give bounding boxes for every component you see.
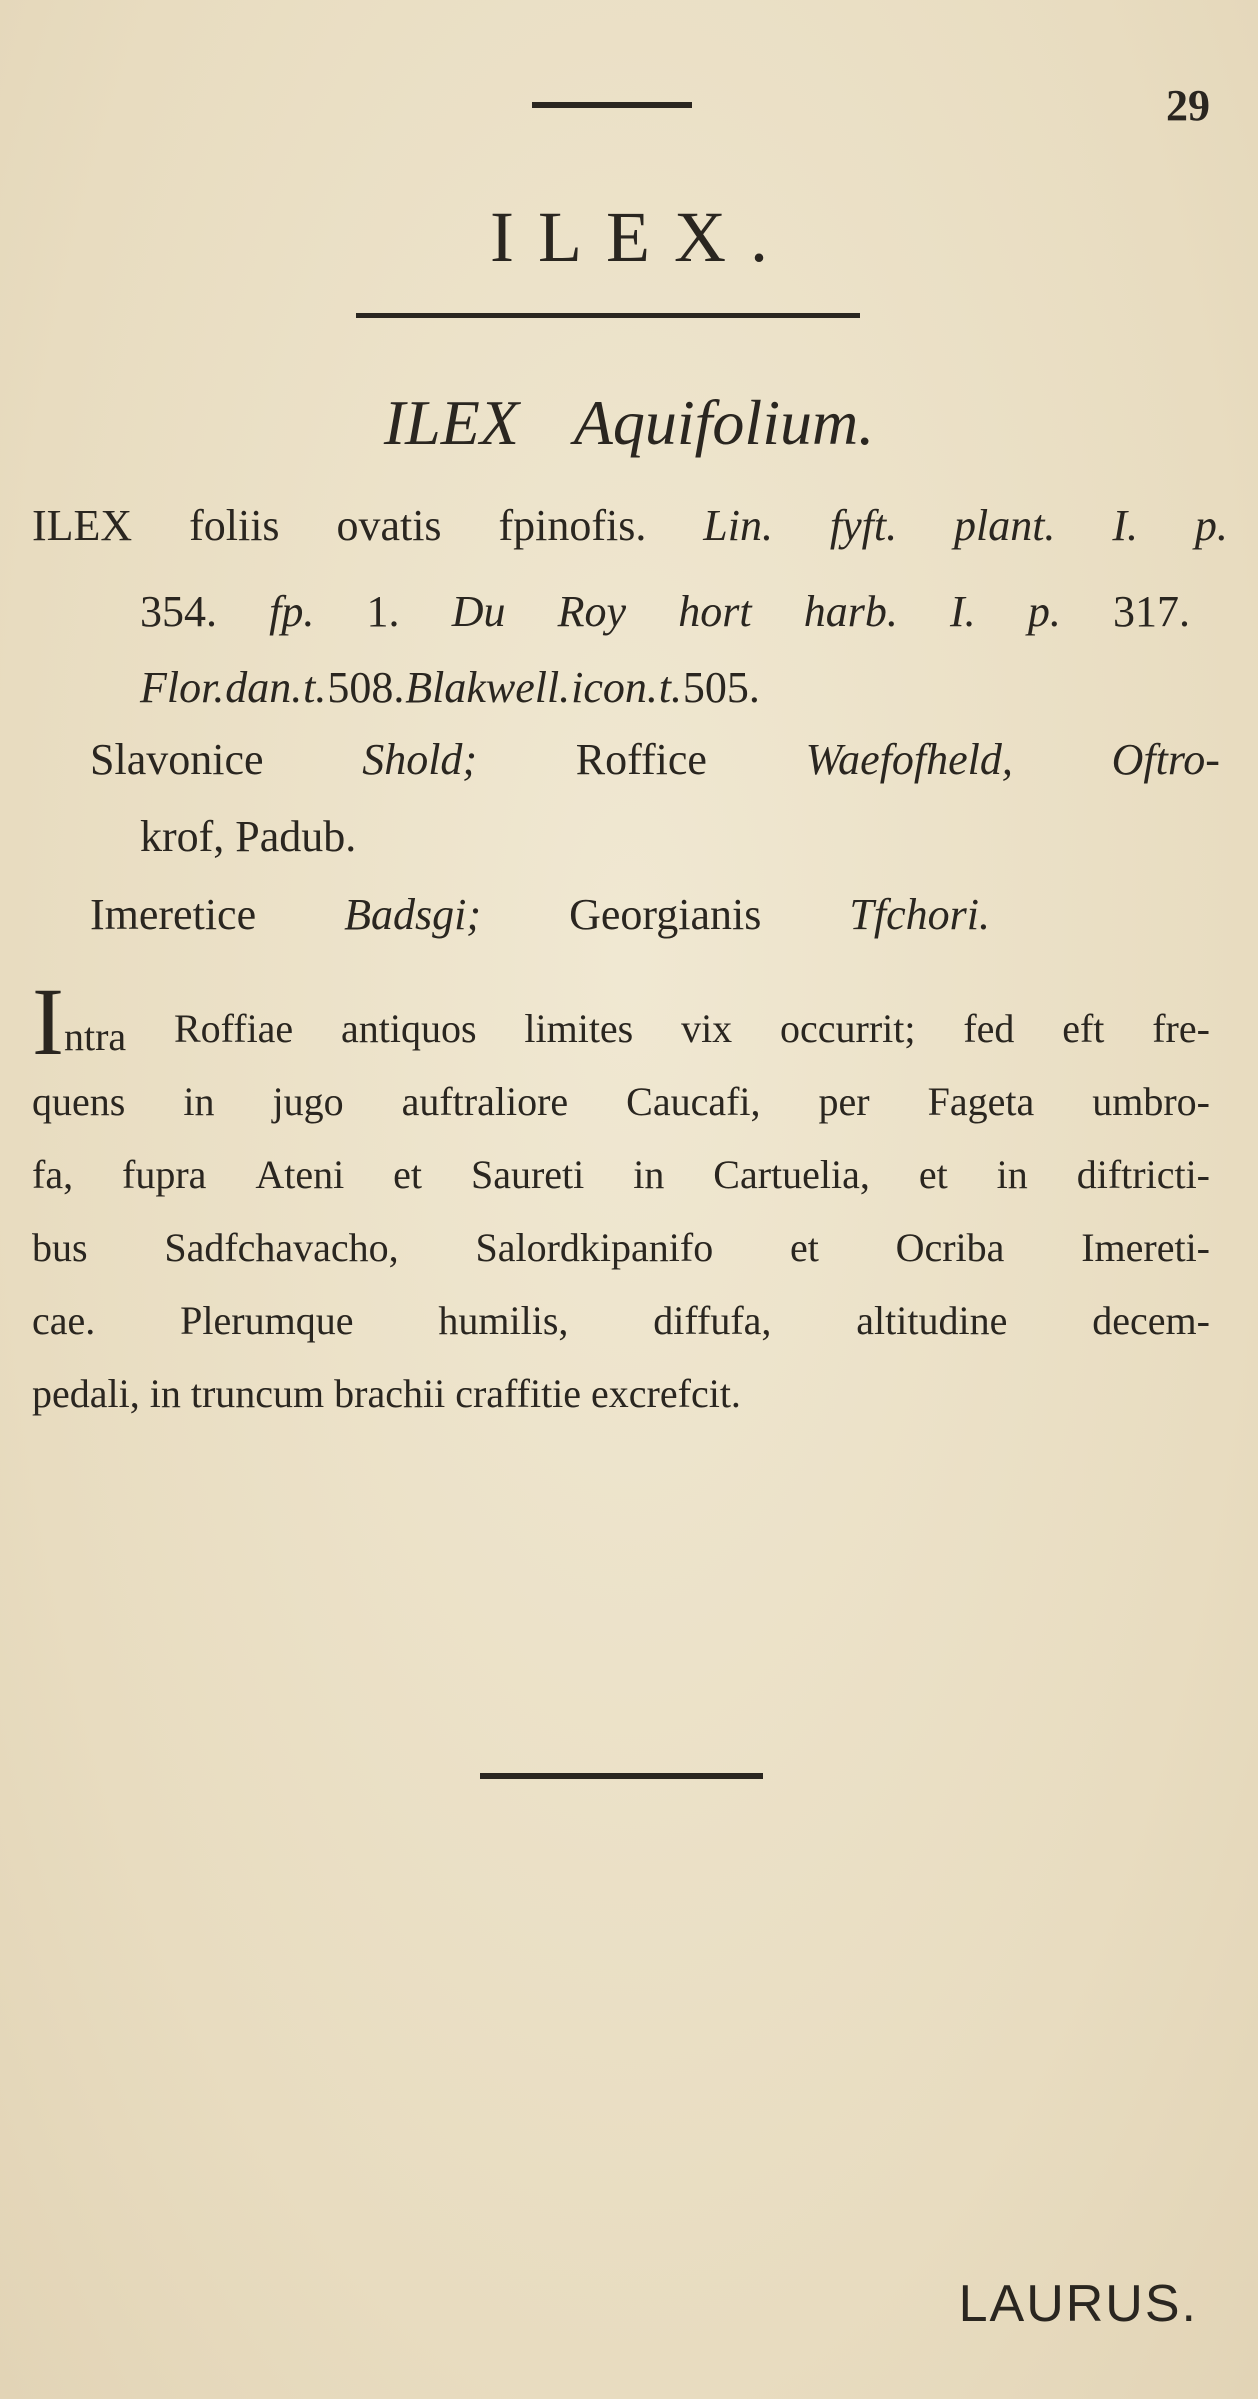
word: p. (1194, 501, 1228, 550)
word: fpinofis. (498, 501, 647, 550)
word: altitudine (856, 1298, 1008, 1343)
word: bus (32, 1225, 88, 1270)
word: 1. (366, 587, 400, 636)
word: per (818, 1079, 870, 1124)
word: jugo (272, 1079, 344, 1124)
word: Flor. (140, 663, 225, 712)
word: Salordkipanifo (475, 1225, 714, 1270)
word: pedali, in truncum brachii craffitie excrefcit. (32, 1371, 741, 1416)
word: Georgianis (569, 890, 762, 939)
word: harb. (803, 587, 898, 636)
word: fp. (269, 587, 315, 636)
word: Plerumque (180, 1298, 354, 1343)
word: dan. (225, 663, 303, 712)
word: Roy (557, 587, 627, 636)
top-rule (532, 102, 692, 108)
word: 505. (682, 663, 760, 712)
word: Tfchori. (849, 890, 990, 939)
species-genus: ILEX (383, 387, 519, 458)
word: vix (681, 1006, 733, 1051)
synonymy-line-2 (140, 587, 1190, 636)
synonymy-line-1 (32, 501, 1228, 550)
vernacular-slavonic-continuation: krof, Padub. (140, 812, 357, 861)
word: Roffice (575, 735, 707, 784)
word: decem- (1092, 1298, 1210, 1343)
word: Slavonice (90, 735, 264, 784)
word: fre- (1152, 1006, 1210, 1051)
word: occurrit; (780, 1006, 916, 1051)
word: in (633, 1152, 665, 1197)
body-paragraph (32, 968, 1210, 1430)
word: 354. (140, 587, 217, 636)
word: Ocriba (895, 1225, 1005, 1270)
body-line (32, 968, 1210, 1075)
word: Roffiae (173, 1006, 294, 1051)
word: Sadfchavacho, (164, 1225, 399, 1270)
catchword: LAURUS. (958, 2275, 1198, 2333)
word: fed (963, 1006, 1015, 1051)
body-line (32, 1357, 1210, 1430)
word: diffufa, (653, 1298, 772, 1343)
word: in (183, 1079, 215, 1124)
word: humilis, (438, 1298, 569, 1343)
word: hort (678, 587, 752, 636)
word: fupra (122, 1152, 207, 1197)
word: Intra (32, 968, 127, 1075)
word: plant. (953, 501, 1056, 550)
word: fyft. (829, 501, 898, 550)
species-epithet: Aquifolium. (573, 387, 875, 458)
word: Imereti- (1081, 1225, 1210, 1270)
word: limites (524, 1006, 634, 1051)
word: foliis (189, 501, 280, 550)
body-line (32, 1065, 1210, 1138)
word: fa, (32, 1152, 74, 1197)
word: Imeretice (90, 890, 257, 939)
word: I. (950, 587, 976, 636)
body-line (32, 1284, 1210, 1357)
word: p. (1027, 587, 1061, 636)
page-number: 29 (1166, 81, 1210, 130)
synonymy-line-3 (140, 663, 760, 712)
word: et (789, 1225, 819, 1270)
header-title: ILEX. (490, 197, 792, 277)
word: Ateni (255, 1152, 345, 1197)
word: Blakwell. (405, 663, 571, 712)
word: Saureti (470, 1152, 585, 1197)
word: umbro- (1092, 1079, 1210, 1124)
word: quens (32, 1079, 126, 1124)
body-line (32, 1211, 1210, 1284)
body-line (32, 1138, 1210, 1211)
word: Badsgi; (344, 890, 482, 939)
word: ovatis (336, 501, 442, 550)
word: Fageta (927, 1079, 1035, 1124)
word: Cartuelia, (713, 1152, 870, 1197)
word: ILEX (32, 501, 133, 550)
species-name (0, 386, 1258, 460)
bottom-rule (480, 1773, 763, 1779)
word: cae. (32, 1298, 96, 1343)
initial-letter: I (32, 968, 64, 1075)
word: I. (1112, 501, 1138, 550)
word: Du (451, 587, 506, 636)
word: antiquos (341, 1006, 477, 1051)
word: Caucafi, (626, 1079, 761, 1124)
word: t. (303, 663, 327, 712)
word: t. (658, 663, 682, 712)
title-rule (356, 313, 860, 318)
word: Waefofheld, (805, 735, 1013, 784)
vernacular-slavonic-line (90, 735, 1220, 784)
word: Oftro- (1111, 735, 1220, 784)
word: eft (1062, 1006, 1105, 1051)
word: et (393, 1152, 423, 1197)
word: 317. (1112, 587, 1190, 636)
word: diftricti- (1076, 1152, 1210, 1197)
word: in (996, 1152, 1028, 1197)
word: et (918, 1152, 948, 1197)
word: 508. (327, 663, 405, 712)
word: icon. (571, 663, 658, 712)
vernacular-imeretian-line (90, 890, 990, 939)
word: auftraliore (401, 1079, 569, 1124)
word: Lin. (703, 501, 773, 550)
word: Shold; (362, 735, 478, 784)
